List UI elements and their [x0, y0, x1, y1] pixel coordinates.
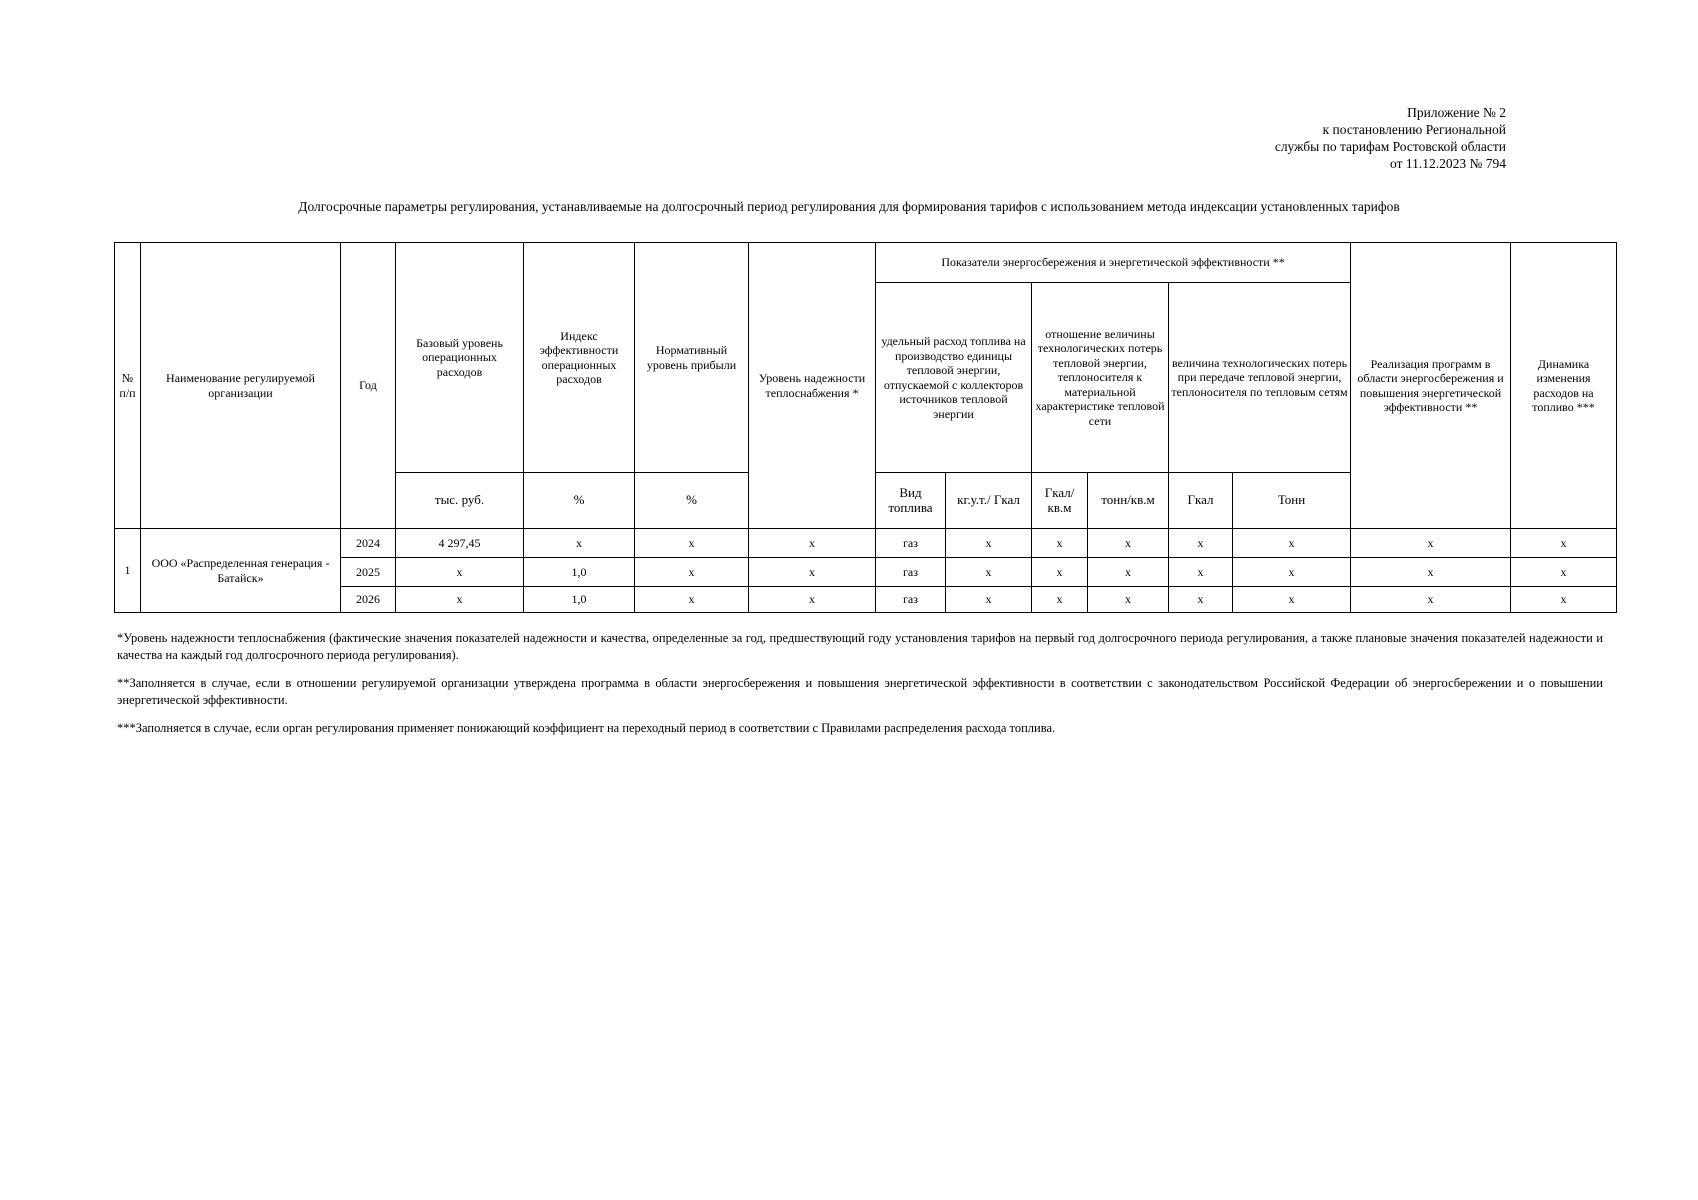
- table-cell: х: [749, 529, 876, 558]
- table-cell: газ: [876, 529, 946, 558]
- header-fuel-rate: удельный расход топлива на производство единицы тепловой энергии, отпускаемой с коллекторов источников тепловой энергии: [876, 283, 1032, 473]
- table-cell: х: [1233, 529, 1351, 558]
- table-cell: 1,0: [524, 558, 635, 587]
- appendix-date: от 11.12.2023 № 794: [1390, 156, 1506, 171]
- footnotes: [117, 630, 1603, 748]
- year-cell: 2026: [341, 587, 396, 613]
- unit-base-costs: тыс. руб.: [396, 473, 524, 529]
- unit-profit: %: [635, 473, 749, 529]
- header-num: № п/п: [115, 243, 141, 529]
- year-cell: 2025: [341, 558, 396, 587]
- table-row: [115, 529, 1617, 558]
- table-cell: х: [946, 558, 1032, 587]
- table-cell: х: [1032, 529, 1088, 558]
- org-name: ООО «Распределенная генерация - Батайск»: [141, 529, 341, 613]
- table-cell: газ: [876, 587, 946, 613]
- table-cell: х: [635, 529, 749, 558]
- table-cell: х: [1511, 587, 1617, 613]
- table-cell: х: [1233, 558, 1351, 587]
- org-number: 1: [115, 529, 141, 613]
- header-fuel-dynamics: Динамика изменения расходов на топливо ***: [1511, 243, 1617, 529]
- header-profit: Нормативный уровень прибыли: [635, 243, 749, 473]
- appendix-line: к постановлению Региональной: [1322, 122, 1506, 137]
- unit-fuel-type: Вид топлива: [876, 473, 946, 529]
- unit-efficiency-index: %: [524, 473, 635, 529]
- table-cell: х: [1169, 587, 1233, 613]
- table-cell: х: [1351, 529, 1511, 558]
- table-row: [115, 558, 1617, 587]
- table-cell: газ: [876, 558, 946, 587]
- parameters-table: [114, 242, 1617, 613]
- header-reliability: Уровень надежности теплоснабжения *: [749, 243, 876, 529]
- appendix-block: [1275, 104, 1506, 172]
- header-year: Год: [341, 243, 396, 529]
- table-cell: 4 297,45: [396, 529, 524, 558]
- unit-loss-tons: тонн/кв.м: [1088, 473, 1169, 529]
- header-programs: Реализация программ в области энергосбережения и повышения энергетической эффективности **: [1351, 243, 1511, 529]
- table-cell: х: [1511, 529, 1617, 558]
- table-cell: х: [946, 587, 1032, 613]
- header-energy-group: Показатели энергосбережения и энергетической эффективности **: [876, 243, 1351, 283]
- table-cell: х: [1032, 587, 1088, 613]
- table-cell: х: [1351, 558, 1511, 587]
- unit-value-tons: Тонн: [1233, 473, 1351, 529]
- table-cell: х: [749, 558, 876, 587]
- table-cell: 1,0: [524, 587, 635, 613]
- table-cell: х: [396, 587, 524, 613]
- table-cell: х: [1088, 529, 1169, 558]
- header-efficiency-index: Индекс эффективности операционных расходов: [524, 243, 635, 473]
- header-loss-value: величина технологических потерь при передаче тепловой энергии, теплоносителя по тепловым сетям: [1169, 283, 1351, 473]
- unit-loss-gcal: Гкал/ кв.м: [1032, 473, 1088, 529]
- table-cell: х: [1088, 587, 1169, 613]
- table-cell: х: [396, 558, 524, 587]
- table-cell: х: [635, 558, 749, 587]
- footnote-fuel-dynamics: ***Заполняется в случае, если орган регулирования применяет понижающий коэффициент на переходный период в соответствии с Правилами распределения расхода топлива.: [117, 721, 1056, 735]
- unit-value-gcal: Гкал: [1169, 473, 1233, 529]
- document-title: Долгосрочные параметры регулирования, устанавливаемые на долгосрочный период регулирования для формирования тарифов с использованием метода индексации установленных тарифов: [298, 199, 1400, 214]
- header-loss-ratio: отношение величины технологических потерь тепловой энергии, теплоносителя к материальной характеристике тепловой сети: [1032, 283, 1169, 473]
- footnote-energy-program: **Заполняется в случае, если в отношении регулируемой организации утверждена программа в области энергосбережения и повышения энергетической эффективности в соответствии с законодательством Российской Федерации об энергосбережении и о повышении энергетической эффективности.: [117, 676, 1603, 707]
- table-row: [115, 587, 1617, 613]
- appendix-line: Приложение № 2: [1407, 105, 1506, 120]
- year-cell: 2024: [341, 529, 396, 558]
- table-cell: х: [1088, 558, 1169, 587]
- table-cell: х: [1351, 587, 1511, 613]
- table-cell: х: [749, 587, 876, 613]
- header-org: Наименование регулируемой организации: [141, 243, 341, 529]
- table-cell: х: [1233, 587, 1351, 613]
- table-cell: х: [524, 529, 635, 558]
- table-cell: х: [1032, 558, 1088, 587]
- footnote-reliability: *Уровень надежности теплоснабжения (фактические значения показателей надежности и качества, определенные за год, предшествующий году установления тарифов на первый год долгосрочного периода регулирования, а также плановые значения показателей надежности и качества на каждый год долгосрочного периода регулирования).: [117, 631, 1603, 662]
- unit-fuel-rate: кг.у.т./ Гкал: [946, 473, 1032, 529]
- table-cell: х: [1169, 529, 1233, 558]
- table-cell: х: [1511, 558, 1617, 587]
- header-base-costs: Базовый уровень операционных расходов: [396, 243, 524, 473]
- table-cell: х: [1169, 558, 1233, 587]
- table-cell: х: [946, 529, 1032, 558]
- table-body: [115, 529, 1617, 613]
- appendix-line: службы по тарифам Ростовской области: [1274, 139, 1506, 154]
- table-cell: х: [635, 587, 749, 613]
